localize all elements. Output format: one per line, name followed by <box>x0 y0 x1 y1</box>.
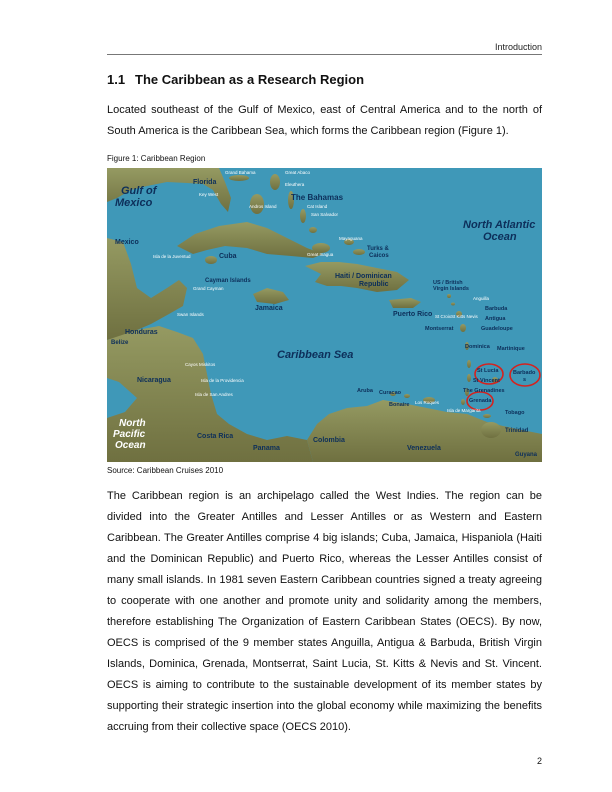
label-barbados: Barbado s <box>513 370 536 383</box>
label-jamaica: Jamaica <box>255 305 283 312</box>
label-venezuela: Venezuela <box>407 445 441 452</box>
label-great-abaco: Great Abaco <box>285 170 311 175</box>
label-haiti-dr: Haiti / Dominican Republic <box>335 273 392 288</box>
label-montserrat: Montserrat <box>425 326 454 332</box>
label-grenada: Grenada <box>469 398 492 404</box>
section-title: The Caribbean as a Research Region <box>135 72 365 87</box>
label-nicaragua: Nicaragua <box>137 377 171 384</box>
label-mayaguana: Mayaguana <box>339 236 363 241</box>
figure-source: Source: Caribbean Cruises 2010 <box>107 466 224 475</box>
label-cayman-islands: Cayman Islands <box>205 278 251 284</box>
label-los-roques: Los Roques <box>415 400 440 405</box>
section-heading <box>107 72 364 87</box>
label-antigua: Antigua <box>485 316 506 322</box>
label-cuba: Cuba <box>219 253 237 260</box>
label-st-vincent: St Vincent <box>473 378 500 384</box>
label-st-croix: St Croix <box>435 314 452 319</box>
header-rule <box>107 54 542 55</box>
label-martinique: Martinique <box>497 346 525 352</box>
label-north-pacific-ocean: North Pacific Ocean <box>113 418 146 451</box>
label-andros-island: Andros Island <box>249 204 277 209</box>
label-san-salvador: San Salvador <box>311 212 339 217</box>
label-grand-bahama: Grand Bahama <box>225 170 256 175</box>
label-isla-de-san-andres: Isla de San Andres <box>195 392 233 397</box>
label-honduras: Honduras <box>125 329 158 336</box>
label-dominica: Dominica <box>465 344 490 350</box>
label-caribbean-sea: Caribbean Sea <box>277 349 354 361</box>
label-guyana: Guyana <box>515 452 538 458</box>
label-florida: Florida <box>193 179 217 186</box>
label-colombia: Colombia <box>313 437 345 444</box>
body-paragraph: The Caribbean region is an archipelago called the West Indies. The region can be divided into the Greater Antilles and Lesser Antilles or as Western and Eastern Caribbean. The Greater Antilles comprise 4 big islands; Cuba, Jamaica, Hispaniola (Haiti and the Dominican Republic) and Puerto Rico, whereas the Lesser Antilles consist of many small islands. In 1981 seven Eastern Caribbean countries signed a treaty agreeing to cooperate with one another and promote unity and solidarity among the members, therefore establishing The Organization of Eastern Caribbean States (OECS). By now, OECS is comprised of the 9 member states Anguilla, Antigua & Barbuda, British Virgin Islands, Dominica, Grenada, Montserrat, Saint Lucia, St. Kitts & Nevis and St. Vincent. OECS is aiming to contribute to the sustainable development of its member states by supporting their strategic insertion into the global economy while maximizing the benefits accruing from their collective space (OECS 2010). <box>107 490 542 733</box>
label-us-bvi: US / British Virgin Islands <box>433 280 469 292</box>
label-aruba: Aruba <box>357 388 373 394</box>
map-land-isla-juventud <box>205 256 217 264</box>
label-trinidad: Trinidad <box>505 428 529 434</box>
label-isla-de-providencia: Isla de la Providencia <box>201 378 244 383</box>
section-number: 1.1 <box>107 72 126 87</box>
caribbean-map <box>107 168 542 462</box>
page-number: 2 <box>536 756 542 766</box>
figure-caption: Figure 1: Caribbean Region <box>107 154 206 163</box>
label-curacao: Curacao <box>379 390 402 396</box>
label-st-lucia: St Lucia <box>477 368 499 374</box>
label-anguilla: Anguilla <box>473 296 490 301</box>
label-eleuthera: Eleuthera <box>285 182 305 187</box>
label-costa-rica: Costa Rica <box>197 433 234 440</box>
label-the-grenadines: The Grenadines <box>463 388 505 394</box>
label-cayos-miskitos: Cayos Miskitos <box>185 362 216 367</box>
label-gulf-of-mexico: Gulf of Mexico <box>115 185 157 209</box>
intro-paragraph: Located southeast of the Gulf of Mexico, east of Central America and to the north of South America is the Caribbean Sea, which forms the Caribbean region (Figure 1). <box>107 104 542 137</box>
label-turks-caicos: Turks & Caicos <box>367 246 389 259</box>
label-key-west: Key West <box>199 192 219 197</box>
label-swan-islands: Swan Islands <box>177 312 204 317</box>
label-puerto-rico: Puerto Rico <box>393 311 433 318</box>
label-the-bahamas: The Bahamas <box>291 193 344 202</box>
label-isla-de-la-juventud: Isla de la Juventud <box>153 254 191 259</box>
label-panama: Panama <box>253 445 280 452</box>
label-north-atlantic-ocean: North Atlantic Ocean <box>463 219 536 243</box>
label-belize: Belize <box>111 340 129 346</box>
label-bonaire: Bonaire <box>389 402 410 408</box>
label-tobago: Tobago <box>505 410 525 416</box>
label-cat-island: Cat Island <box>307 204 328 209</box>
label-st-kitts-nevis: St Kitts Nevis <box>451 314 478 319</box>
label-isla-de-margarita: Isla de Margarita <box>447 408 481 413</box>
label-great-inagua: Great Inagua <box>307 252 334 257</box>
label-grand-cayman: Grand Cayman <box>193 286 224 291</box>
running-header: Introduction <box>494 42 542 52</box>
label-barbuda: Barbuda <box>485 306 508 312</box>
label-mexico: Mexico <box>115 239 139 246</box>
label-guadeloupe: Guadeloupe <box>481 326 513 332</box>
